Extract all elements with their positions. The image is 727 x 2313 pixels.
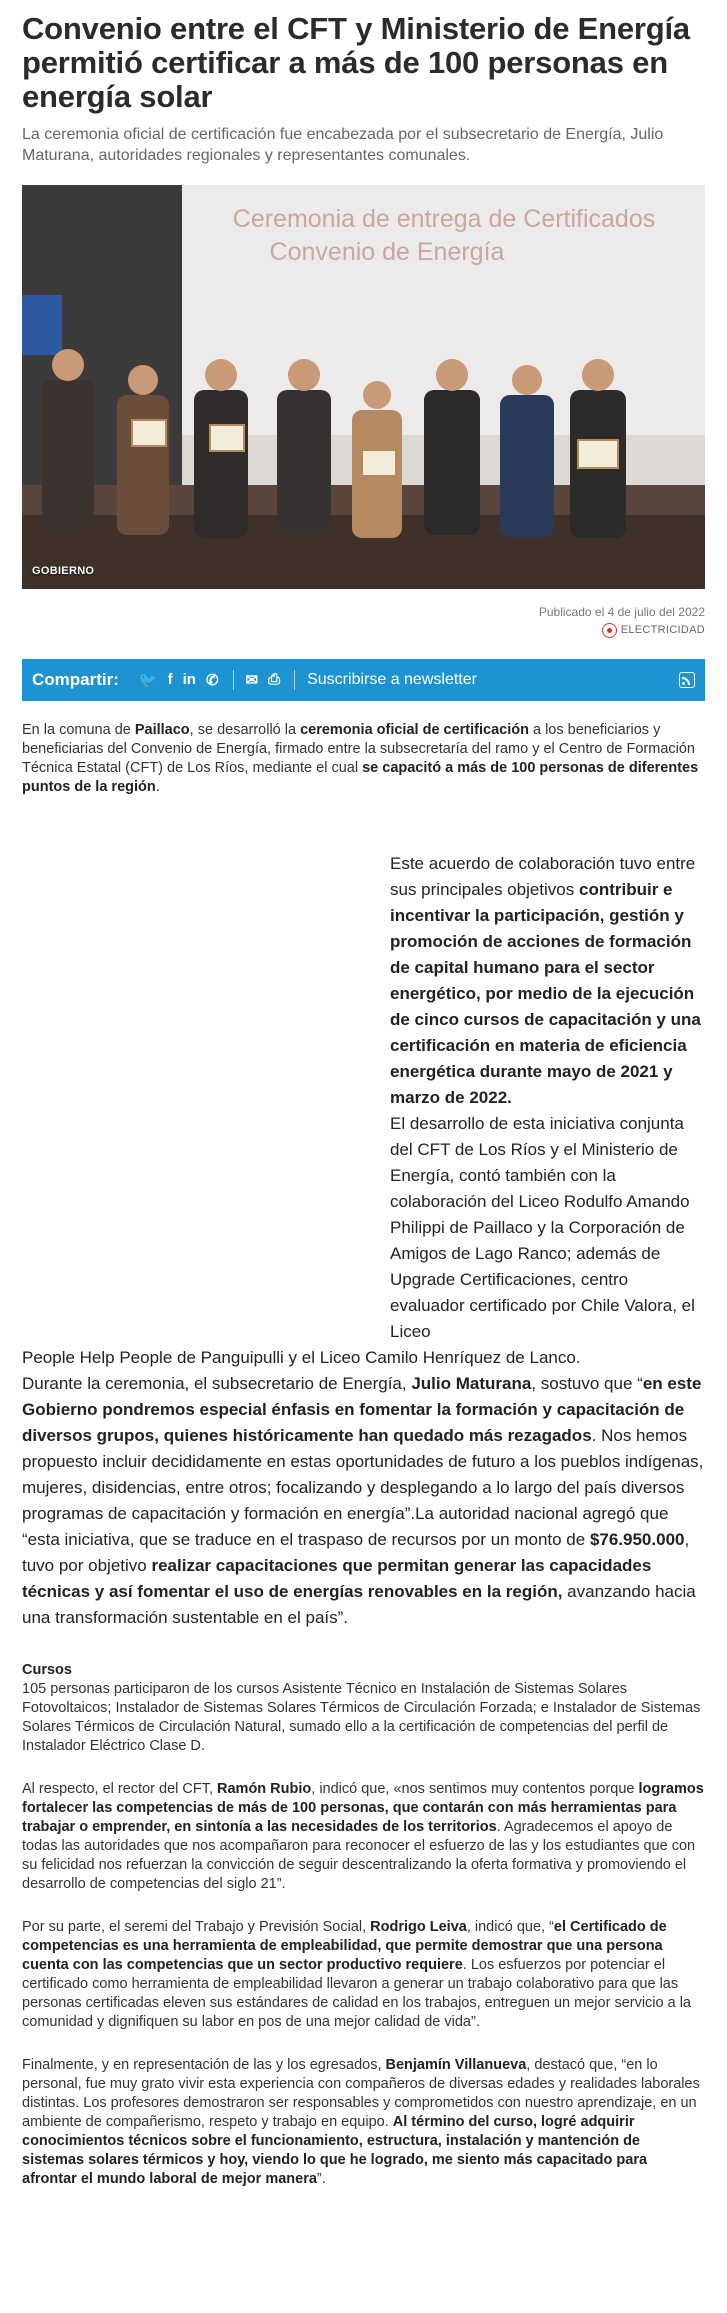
article	[0, 12, 727, 2189]
whatsapp-icon[interactable]: ✆	[205, 671, 219, 689]
story-text: , tuvo por objetivo	[22, 1529, 690, 1575]
rector-text: . Agradecemos el apoyo de todas las autoridades que nos acompañaron para reconocer el esfuerzo de las y los estudiantes que con su felicidad nos refuerzan la convicción de seguir descentralizando la oferta formativa y promoviendo el desarrollo de competencias del siglo 21”.	[22, 1818, 696, 1892]
print-icon[interactable]: ⎙	[268, 671, 281, 688]
story-section	[22, 851, 705, 1631]
seremi-text: . Los esfuerzos por potenciar el certificado como herramienta de empleabilidad llevaron a generar un trabajo colaborativo para que las personas certificadas eleven sus estándares de calidad en los trabajos, entreguen un mejor servicio a la comunidad y dignifiquen su labor en pos de una mejor calidad de vida”.	[22, 1956, 691, 2030]
intro-bold: ceremonia oficial de certificación	[300, 721, 529, 738]
article-photo	[22, 185, 705, 589]
story-text: . Nos hemos propuesto incluir decididamente en estas oportunidades de futuro a los pueblos indígenas, mujeres, disidencias, entre otros; focalizando y desplegando a lo largo del país diversos programas de capacitación y formación en energía”.La autoridad nacional agregó que “esta iniciativa, que se traduce en el traspaso de recursos por un monto de	[22, 1425, 704, 1549]
seremi-paragraph	[22, 1918, 705, 2032]
story-bold: $76.950.000	[589, 1529, 685, 1549]
story-text: People Help People de Panguipulli y el Liceo Camilo Henríquez de Lanco.	[22, 1347, 581, 1367]
cursos-section	[22, 1661, 705, 1756]
cursos-heading	[22, 1661, 705, 1680]
publish-date: Publicado el 4 de julio del 2022	[538, 605, 705, 619]
article-title: Convenio entre el CFT y Ministerio de Energía permitió certificar a más de 100 personas en energía solar	[22, 11, 690, 114]
share-bar	[22, 659, 705, 701]
story-text: El desarrollo de esta iniciativa conjunta del CFT de Los Ríos y el Ministerio de Energía, contó también con la colaboración del Liceo Rodulfo Amando Philippi de Paillaco y la Corporación de Amigos de Lago Ranco; además de Upgrade Certificaciones, centro evaluador certificado por Chile Valora, el Liceo	[390, 1113, 695, 1341]
article-meta	[22, 603, 705, 643]
egresado-text: , destacó que, “en lo personal, fue muy grato vivir esta experiencia con compañeros de diversas edades y realidades laborales distintas. Los profesores demostraron ser responsables y comprometidos con nuestro aprendizaje, en un ambiente de compañerismo, respeto y trabajo en equipo.	[22, 2056, 700, 2130]
intro-bold: Paillaco	[134, 721, 190, 738]
story-bold: en este Gobierno pondremos especial énfasis en fomentar la formación y capacitación de diversos grupos, quienes históricamente han quedado más rezagados	[22, 1373, 702, 1445]
story-text: Durante la ceremonia, el subsecretario de Energía,	[22, 1373, 412, 1393]
share-label: Compartir:	[32, 669, 119, 689]
cursos-text: 105 personas participaron de los cursos Asistente Técnico en Instalación de Sistemas Solares Fotovoltaicos; Instalador de Sistemas Solares Térmicos de Circulación Forzada; e Instalador de Sistemas Solares Térmicos de Circulación Natural, sumado ello a la certificación de competencias del perfil de Instalador Eléctrico Clase D.	[22, 1680, 701, 1754]
facebook-icon[interactable]: f	[167, 671, 173, 688]
story-bold: realizar capacitaciones que permitan generar las capacidades técnicas y así fomentar el uso de energías renovables en la región,	[22, 1555, 652, 1601]
story-full	[22, 1345, 705, 1631]
rector-paragraph	[22, 1780, 705, 1894]
cursos-heading-text: Cursos	[22, 1661, 72, 1678]
rector-bold: logramos fortalecer las competencias de más de 100 personas, que contarán con más herramientas para trabajar o emprender, en sintonía a las necesidades de los territorios	[22, 1780, 704, 1835]
intro-text: .	[155, 778, 160, 795]
rector-text: , indicó que, «nos sentimos muy contentos porque	[311, 1780, 639, 1797]
intro-bold: se capacitó a más de 100 personas de diferentes puntos de la región	[22, 759, 699, 795]
seremi-text: , indicó que, “	[466, 1918, 554, 1935]
egresado-bold: Al término del curso, logré adquirir conocimientos técnicos sobre el funcionamiento, estructura, instalación y mantención de sistemas solares térmicos y hoy, viendo lo que he logrado, me siento más capacitado para afrontar el mundo laboral de mejor manera	[22, 2113, 648, 2187]
twitter-icon[interactable]: 🐦	[138, 671, 158, 689]
story-text: avanzando hacia una transformación sustentable en el país”.	[22, 1581, 696, 1627]
story-text: , sostuvo que “	[531, 1373, 643, 1393]
rector-text: Al respecto, el rector del CFT,	[22, 1780, 218, 1797]
email-icon[interactable]: ✉	[245, 671, 259, 689]
rss-icon[interactable]	[679, 672, 695, 688]
banner-text-2: Convenio de Energía	[269, 238, 505, 266]
linkedin-icon[interactable]: in	[182, 671, 196, 688]
share-divider	[233, 670, 234, 690]
intro-text: En la comuna de	[22, 721, 135, 738]
banner-text-1: Ceremonia de entrega de Certificados	[232, 205, 656, 233]
egresado-text: Finalmente, y en representación de las y los egresados,	[22, 2056, 386, 2073]
category-label: ELECTRICIDAD	[620, 624, 705, 636]
bulb-icon	[602, 623, 617, 638]
egresado-bold: Benjamín Villanueva	[385, 2056, 527, 2073]
rector-bold: Ramón Rubio	[217, 1780, 312, 1797]
category-link[interactable]	[602, 621, 705, 639]
story-bold: Julio Maturana	[411, 1373, 532, 1393]
seremi-bold: Rodrigo Leiva	[370, 1918, 467, 1935]
story-text: Este acuerdo de colaboración tuvo entre sus principales objetivos	[390, 853, 696, 899]
intro-text: , se desarrolló la	[189, 721, 301, 738]
seremi-text: Por su parte, el seremi del Trabajo y Previsión Social,	[22, 1918, 371, 1935]
intro-text: a los beneficiarios y beneficiarias del Convenio de Energía, firmado entre la subsecretaría del ramo y el Centro de Formación Técnica Estatal (CFT) de Los Ríos, mediante el cual	[22, 721, 695, 776]
photo-category-tag: GOBIERNO	[32, 565, 95, 577]
article-subtitle: La ceremonia oficial de certificación fue encabezada por el subsecretario de Energía, Julio Maturana, autoridades regionales y representantes comunales.	[22, 126, 664, 164]
egresado-text: ”.	[316, 2170, 326, 2187]
story-bold: contribuir e incentivar la participación, gestión y promoción de acciones de formación de capital humano para el sector energético, por medio de la ejecución de cinco cursos de capacitación y una certificación en materia de eficiencia energética durante mayo de 2021 y marzo de 2022.	[390, 879, 701, 1107]
newsletter-link[interactable]: Suscribirse a newsletter	[307, 670, 477, 688]
story-column	[390, 851, 705, 1345]
egresado-paragraph	[22, 2056, 705, 2189]
intro-paragraph	[22, 721, 705, 797]
photo-illustration	[22, 185, 705, 589]
share-divider	[294, 670, 295, 690]
seremi-bold: el Certificado de competencias es una herramienta de empleabilidad, que permite demostrar que una persona cuenta con las competencias que un sector productivo requiere	[22, 1918, 667, 1973]
